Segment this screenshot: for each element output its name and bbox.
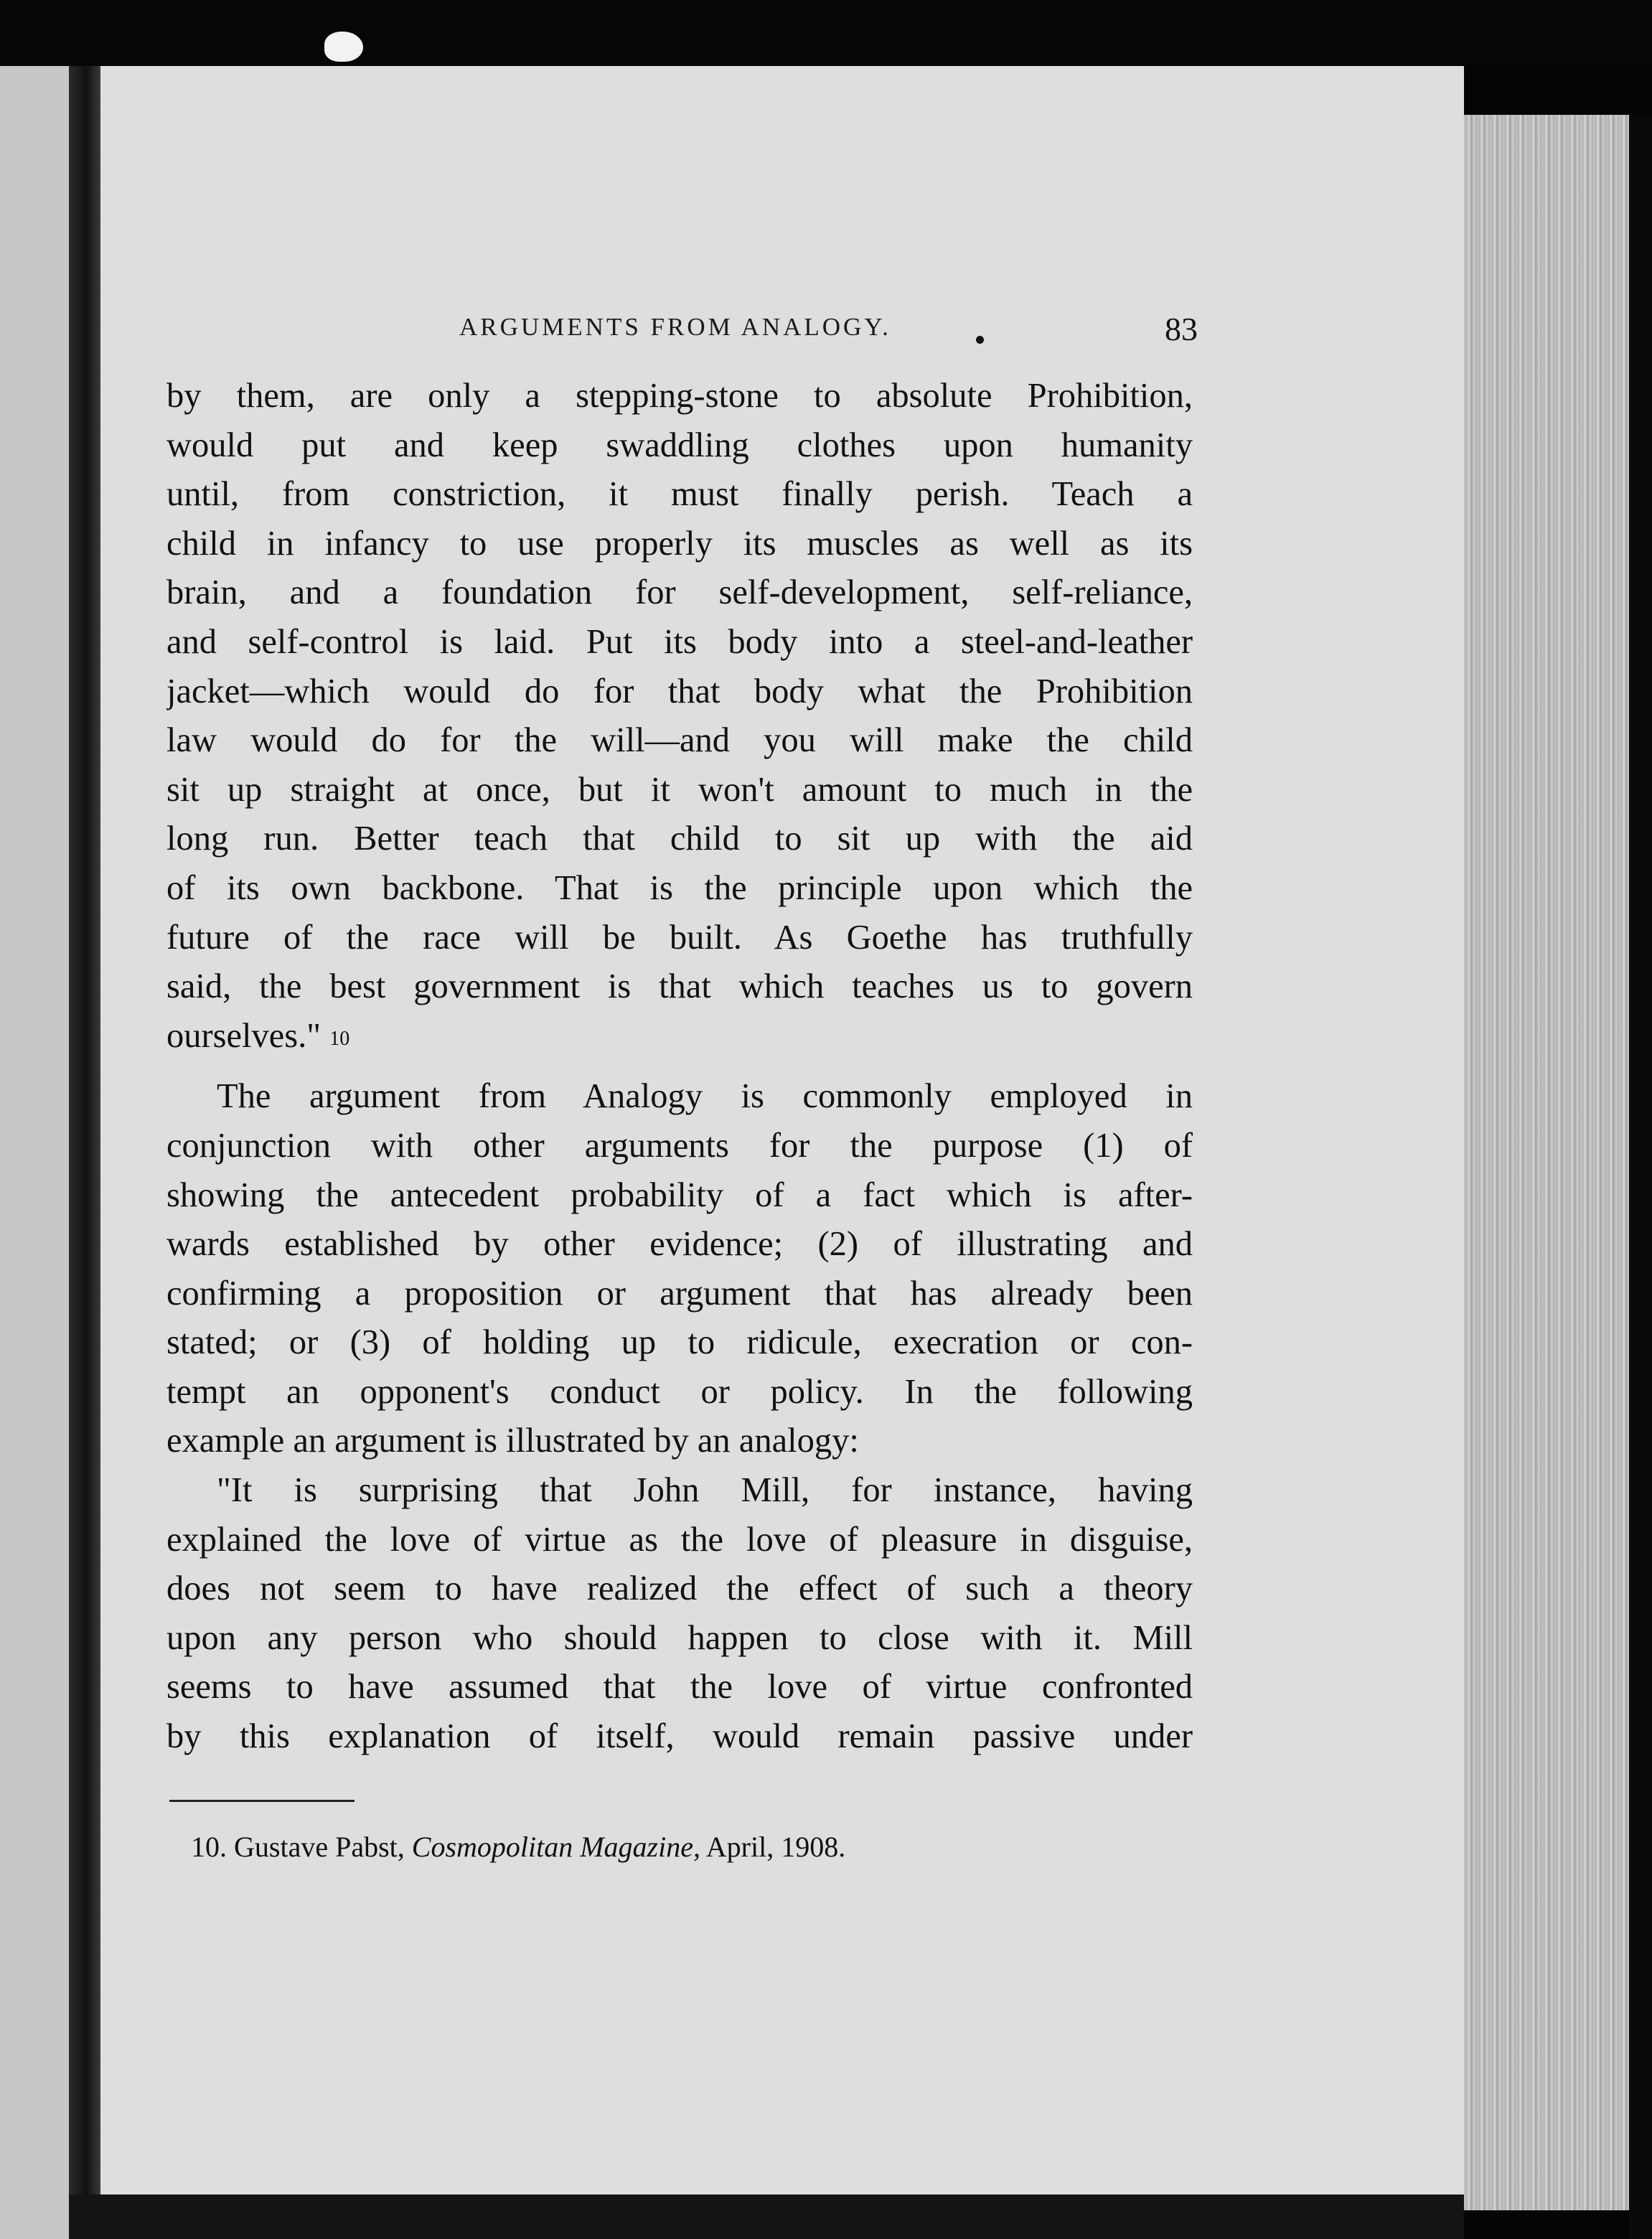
text-line: brain, and a foundation for self-development, self-reliance,: [166, 573, 1193, 612]
scan-speck: [324, 32, 363, 62]
footnote-reference: 10: [329, 1027, 350, 1050]
footnote-number: 10.: [191, 1831, 227, 1863]
header-dot: [976, 336, 984, 344]
scan-bottom-border: [69, 2195, 1464, 2239]
text-line: future of the race will be built. As Goethe has truthfully: [166, 918, 1193, 957]
running-title: ARGUMENTS FROM ANALOGY.: [459, 313, 891, 341]
text-line: wards established by other evidence; (2) of illustrating and: [166, 1225, 1193, 1264]
text-line: confirming a proposition or argument that has already been: [166, 1274, 1193, 1313]
text-line: said, the best government is that which teaches us to govern: [166, 967, 1193, 1006]
text-line: showing the antecedent probability of a fact which is after-: [166, 1175, 1193, 1214]
page-number: 83: [1165, 311, 1198, 347]
text-line: law would do for the will—and you will make the child: [166, 721, 1193, 760]
scan-top-border: [0, 0, 1652, 66]
text-line: example an argument is illustrated by an analogy:: [166, 1422, 859, 1460]
footnote-rule: [169, 1800, 355, 1802]
running-head: [459, 310, 1206, 353]
text-line: long run. Better teach that child to sit up with the aid: [166, 820, 1193, 858]
text-line: and self-control is laid. Put its body into a steel-and-leather: [166, 622, 1193, 661]
footnote-publication: Cosmopolitan Magazine,: [411, 1831, 700, 1863]
paragraph-gap: [166, 1061, 1193, 1072]
text-line-last: [166, 1012, 1193, 1061]
page-stack-edges: [1464, 115, 1629, 2210]
text-line: does not seem to have realized the effect of such a theory: [166, 1569, 1193, 1608]
text-line: jacket—which would do for that body what the Prohibition: [166, 672, 1193, 710]
text-line: seems to have assumed that the love of virtue confronted: [166, 1668, 1193, 1707]
text-line: tempt an opponent's conduct or policy. In the following: [166, 1372, 1193, 1411]
paragraph-end-text: ourselves.": [166, 1016, 322, 1055]
text-line: child in infancy to use properly its muscles as well as its: [166, 524, 1193, 563]
text-line: until, from constriction, it must finally perish. Teach a: [166, 475, 1193, 514]
text-line: explained the love of virtue as the love of pleasure in disguise,: [166, 1520, 1193, 1559]
book-gutter: [69, 66, 100, 2239]
text-line: "It is surprising that John Mill, for instance, having: [217, 1471, 1193, 1510]
text-line: The argument from Analogy is commonly employed in: [217, 1077, 1193, 1116]
text-line: by them, are only a stepping-stone to absolute Prohibition,: [166, 377, 1193, 415]
right-shadow: [1629, 115, 1652, 2239]
body-text: [166, 372, 1193, 1807]
footnote-author: Gustave Pabst,: [234, 1831, 405, 1863]
text-line: of its own backbone. That is the principle upon which the: [166, 868, 1193, 907]
text-line: sit up straight at once, but it won't amount to much in the: [166, 770, 1193, 809]
footnote-date: April, 1908.: [705, 1831, 846, 1863]
text-line: would put and keep swaddling clothes upon humanity: [166, 426, 1193, 464]
facing-page-edge: [0, 66, 72, 2239]
text-line: conjunction with other arguments for the purpose (1) of: [166, 1126, 1193, 1165]
footnote: [191, 1830, 845, 1864]
text-line: by this explanation of itself, would remain passive under: [166, 1717, 1193, 1756]
text-line: stated; or (3) of holding up to ridicule, execration or con-: [166, 1323, 1193, 1362]
text-line: upon any person who should happen to close with it. Mill: [166, 1618, 1193, 1657]
